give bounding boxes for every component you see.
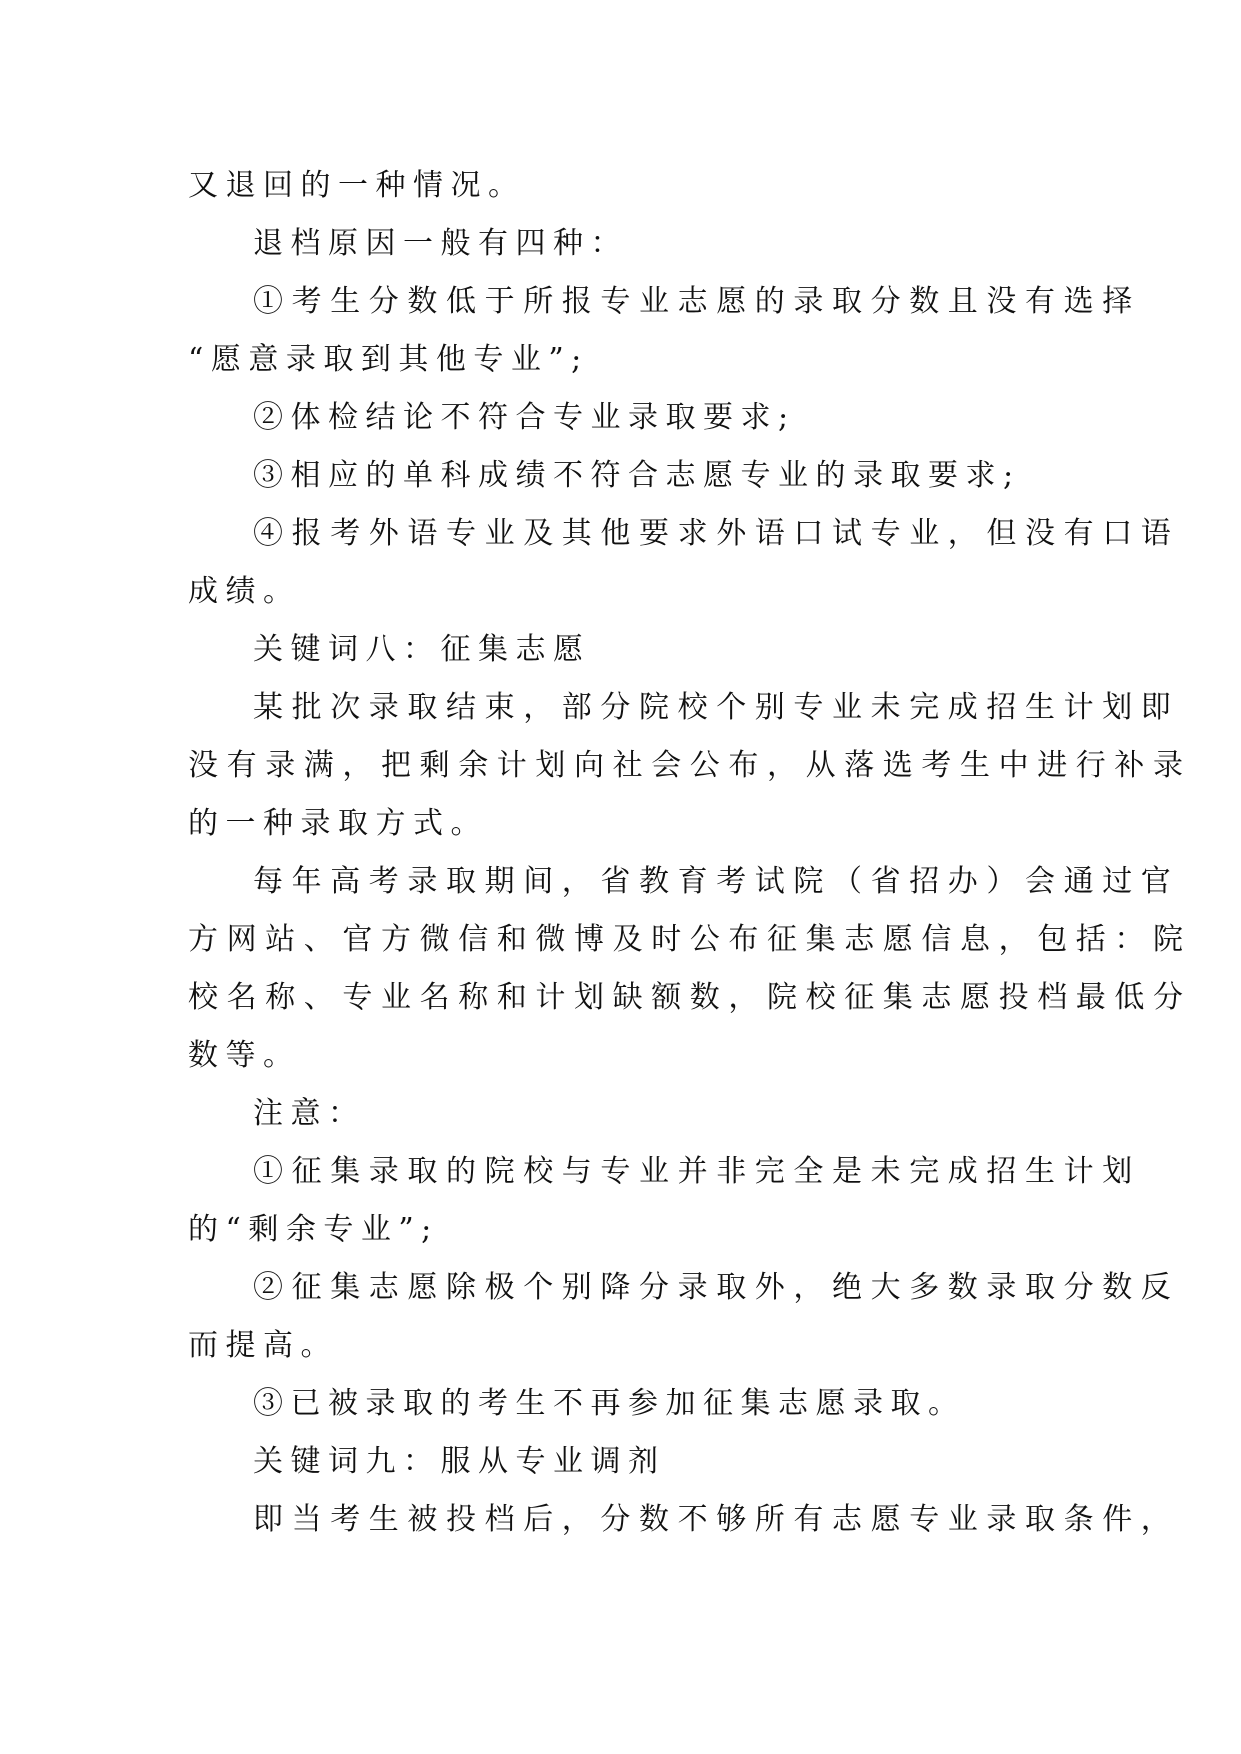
paragraph-line: 数等。	[188, 1038, 301, 1073]
list-item-line: ②体检结论不符合专业录取要求;	[253, 400, 796, 435]
paragraph-line: 的一种录取方式。	[188, 806, 488, 841]
paragraph-line: 即当考生被投档后，分数不够所有志愿专业录取条件，	[253, 1502, 1180, 1537]
list-item-line: ③已被录取的考生不再参加征集志愿录取。	[253, 1386, 966, 1421]
section-heading: 关键词八：征集志愿	[253, 632, 591, 667]
note-heading: 注意：	[253, 1096, 366, 1131]
section-heading: 关键词九：服从专业调剂	[253, 1444, 666, 1479]
list-item-line: ③相应的单科成绩不符合志愿专业的录取要求;	[253, 458, 1021, 493]
paragraph-line: 方网站、官方微信和微博及时公布征集志愿信息，包括：院	[188, 922, 1192, 957]
list-item-line: ④报考外语专业及其他要求外语口试专业，但没有口语	[253, 516, 1180, 551]
paragraph-line: 每年高考录取期间，省教育考试院（省招办）会通过官	[253, 864, 1180, 899]
paragraph-line: 校名称、专业名称和计划缺额数，院校征集志愿投档最低分	[188, 980, 1192, 1015]
list-item-line: ①征集录取的院校与专业并非完全是未完成招生计划	[253, 1154, 1141, 1189]
list-item-line: 而提高。	[188, 1328, 338, 1363]
paragraph-line: 没有录满，把剩余计划向社会公布，从落选考生中进行补录	[188, 748, 1192, 783]
list-item-line: 的“剩余专业”;	[188, 1212, 439, 1247]
paragraph-line: 退档原因一般有四种：	[253, 226, 628, 261]
paragraph-line: 某批次录取结束，部分院校个别专业未完成招生计划即	[253, 690, 1180, 725]
list-item-line: 成绩。	[188, 574, 301, 609]
list-item-line: ①考生分数低于所报专业志愿的录取分数且没有选择	[253, 284, 1141, 319]
paragraph-line: 又退回的一种情况。	[188, 168, 526, 203]
list-item-line: “愿意录取到其他专业”;	[188, 342, 589, 377]
list-item-line: ②征集志愿除极个别降分录取外，绝大多数录取分数反	[253, 1270, 1180, 1305]
